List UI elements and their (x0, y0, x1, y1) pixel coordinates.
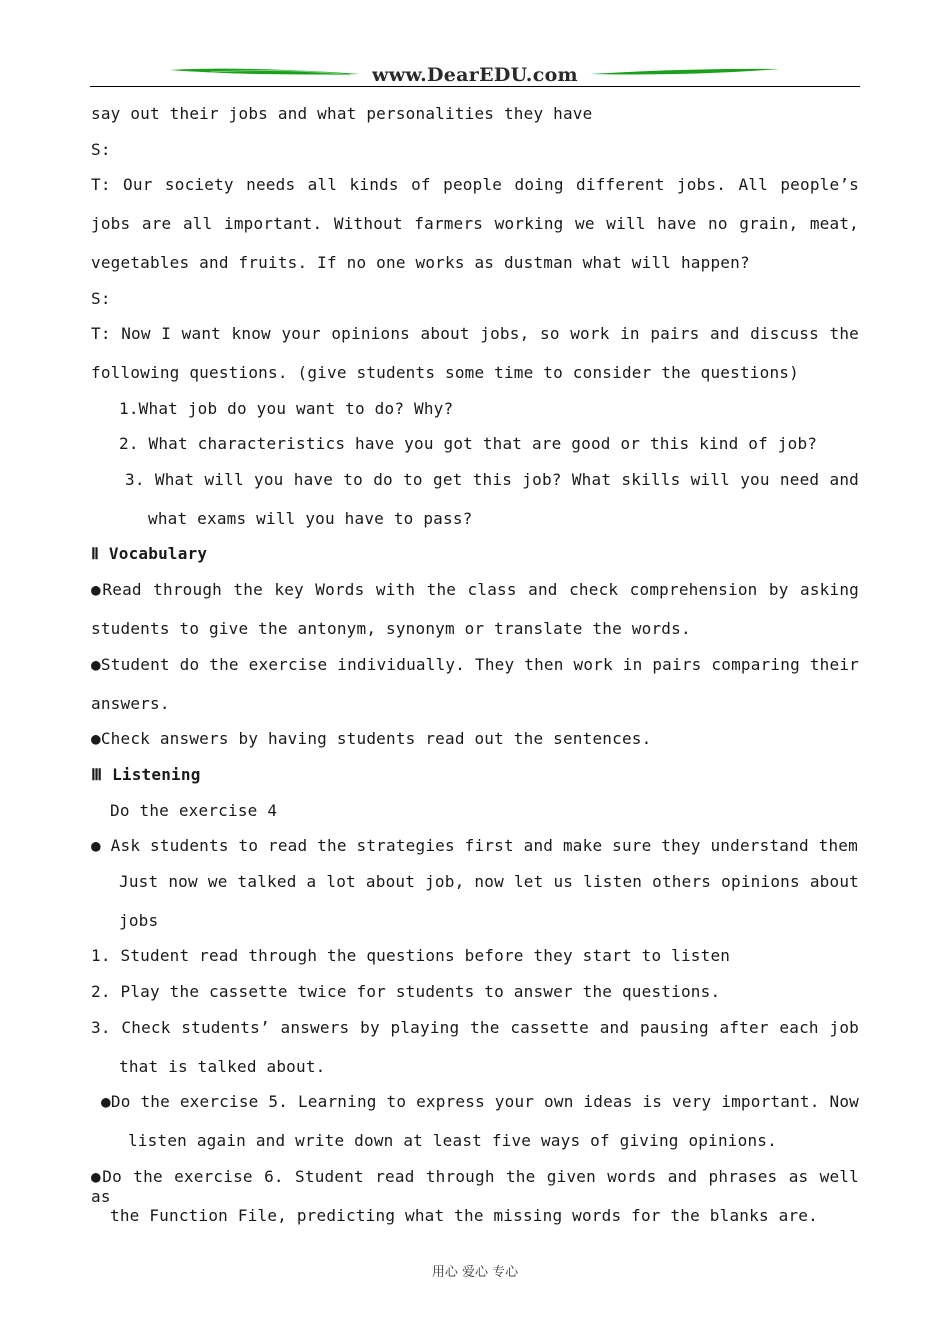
list-item: 1. Student read through the questions before they start to listen (91, 946, 731, 965)
header-rule (90, 86, 860, 87)
bullet-item: ●Student do the exercise individually. They then work in pairs comparing their (91, 655, 859, 674)
bullet-item: ● Ask students to read the strategies first and make sure they understand them (91, 836, 858, 855)
bullet-item: ●Read through the key Words with the class and check comprehension by asking (91, 580, 859, 599)
bullet-item: ●Do the exercise 5. Learning to express your own ideas is very important. Now (101, 1092, 859, 1111)
list-item: 1.What job do you want to do? Why? (119, 399, 454, 418)
text-line: S: (91, 140, 111, 159)
text-line: the Function File, predicting what the missing words for the blanks are. (110, 1206, 818, 1225)
text-line: jobs (119, 911, 159, 930)
text-line: following questions. (give students some time to consider the questions) (91, 363, 799, 382)
text-line: vegetables and fruits. If no one works as dustman what will happen? (91, 253, 750, 272)
bullet-item: ●Check answers by having students read out the sentences. (91, 729, 652, 748)
text-line: listen again and write down at least five ways of giving opinions. (128, 1131, 777, 1150)
list-item: 3. Check students’ answers by playing the cassette and pausing after each job (91, 1018, 859, 1037)
list-item: what exams will you have to pass? (148, 509, 473, 528)
list-item: 2. What characteristics have you got that are good or this kind of job? (119, 434, 818, 453)
text-line: S: (91, 289, 111, 308)
list-item: 3. What will you have to do to get this job? What skills will you need and (125, 470, 859, 489)
bullet-item: ●Do the exercise 6. Student read through the given words and phrases as well as (91, 1167, 859, 1206)
text-line: jobs are all important. Without farmers working we will have no grain, meat, (91, 214, 859, 233)
text-line: T: Our society needs all kinds of people doing different jobs. All people’s (91, 175, 859, 194)
header-logo-text: www.DearEDU.com (372, 64, 578, 86)
text-line: answers. (91, 694, 170, 713)
text-line: say out their jobs and what personalities they have (91, 104, 593, 123)
text-line: Just now we talked a lot about job, now let us listen others opinions about (119, 872, 859, 891)
text-line: students to give the antonym, synonym or translate the words. (91, 619, 691, 638)
page-header (90, 62, 860, 90)
text-line: T: Now I want know your opinions about jobs, so work in pairs and discuss the (91, 324, 859, 343)
page-footer: 用心 爱心 专心 (431, 1265, 519, 1280)
text-line: Do the exercise 4 (110, 801, 278, 820)
section-heading-vocabulary: Ⅱ Vocabulary (91, 544, 208, 563)
text-line: that is talked about. (119, 1057, 326, 1076)
list-item: 2. Play the cassette twice for students to answer the questions. (91, 982, 721, 1001)
section-heading-listening: Ⅲ Listening (91, 765, 201, 784)
